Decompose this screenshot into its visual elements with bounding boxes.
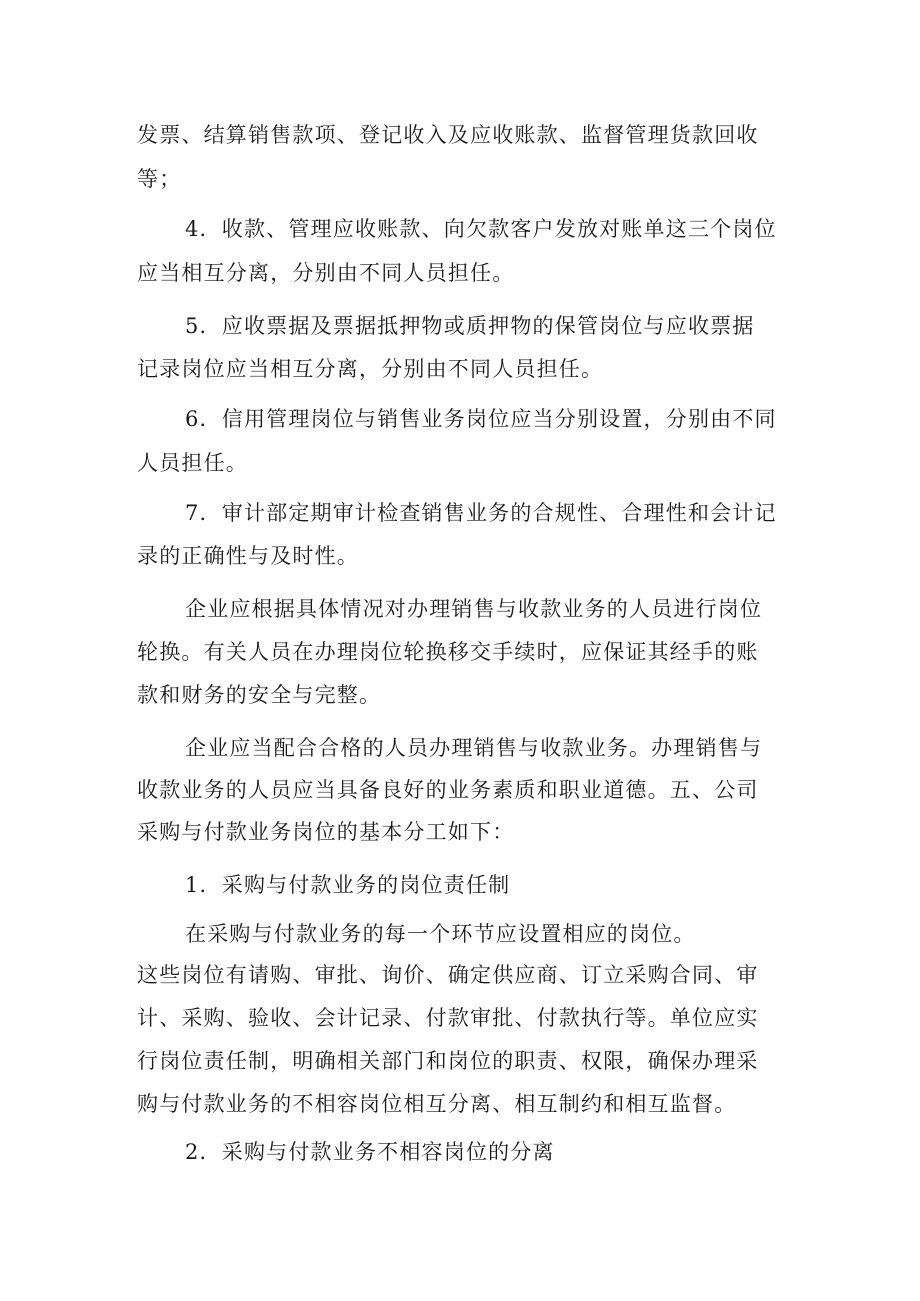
text-line: 7．审计部定期审计检查销售业务的合规性、合理性和会计记 (185, 501, 777, 525)
text-line: 计、采购、验收、会计记录、付款审批、付款执行等。单位应实 (137, 1006, 759, 1030)
text-line: 4．收款、管理应收账款、向欠款客户发放对账单这三个岗位 (185, 217, 777, 241)
text-line: 行岗位责任制，明确相关部门和岗位的职责、权限，确保办理采 (137, 1049, 759, 1073)
text-line: 应当相互分离，分别由不同人员担任。 (137, 261, 515, 285)
text-line: 等； (137, 167, 182, 191)
text-line: 轮换。有关人员在办理岗位轮换移交手续时，应保证其经手的账 (137, 640, 759, 664)
text-line: 这些岗位有请购、审批、询价、确定供应商、订立采购合同、审 (137, 963, 759, 987)
text-line: 购与付款业务的不相容岗位相互分离、相互制约和相互监督。 (137, 1092, 737, 1116)
text-line: 人员担任。 (137, 451, 248, 475)
text-line: 5．应收票据及票据抵押物或质押物的保管岗位与应收票据 (185, 314, 755, 338)
text-line: 企业应根据具体情况对办理销售与收款业务的人员进行岗位 (185, 597, 763, 621)
text-line: 6．信用管理岗位与销售业务岗位应当分别设置，分别由不同 (185, 407, 777, 431)
text-line: 1．采购与付款业务的岗位责任制 (185, 873, 511, 897)
text-line: 发票、结算销售款项、登记收入及应收账款、监督管理货款回收 (137, 123, 759, 147)
text-line: 在采购与付款业务的每一个环节应设置相应的岗位。 (185, 922, 696, 946)
text-line: 采购与付款业务岗位的基本分工如下： (137, 820, 515, 844)
text-line: 2．采购与付款业务不相容岗位的分离 (185, 1140, 555, 1164)
text-line: 收款业务的人员应当具备良好的业务素质和职业道德。五、公司 (137, 778, 759, 802)
text-line: 款和财务的安全与完整。 (137, 683, 382, 707)
text-line: 记录岗位应当相互分离，分别由不同人员担任。 (137, 357, 604, 381)
text-line: 录的正确性与及时性。 (137, 544, 359, 568)
text-line: 企业应当配合合格的人员办理销售与收款业务。办理销售与 (185, 736, 763, 760)
